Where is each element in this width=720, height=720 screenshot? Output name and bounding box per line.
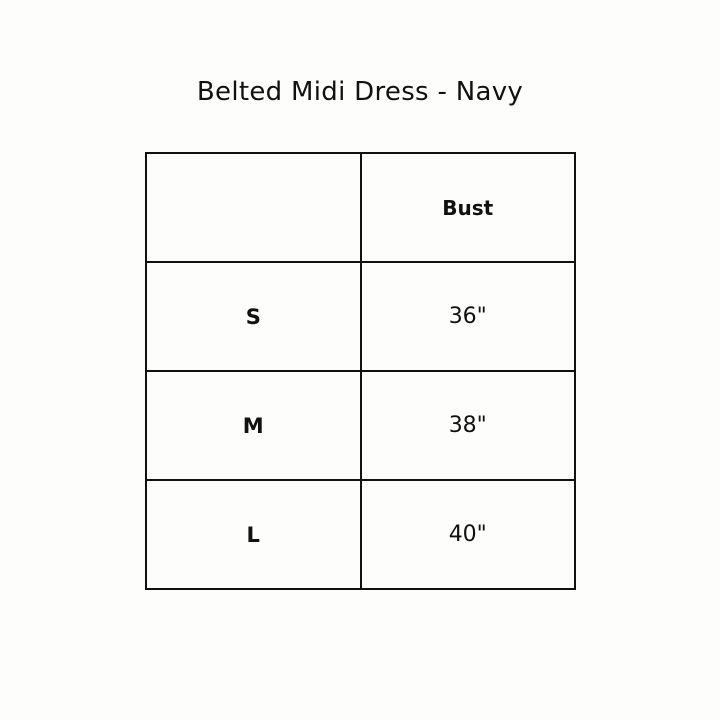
- size-label: L: [146, 480, 361, 589]
- bust-value: 40": [361, 480, 576, 589]
- table-header-row: [146, 153, 575, 262]
- bust-header: Bust: [361, 153, 576, 262]
- size-label: M: [146, 371, 361, 480]
- page-title: Belted Midi Dress - Navy: [196, 77, 524, 107]
- table-row: [146, 262, 575, 371]
- corner-cell: [146, 153, 361, 262]
- table-row: [146, 480, 575, 589]
- bust-value: 38": [361, 371, 576, 480]
- size-chart-table: [145, 152, 576, 590]
- bust-value: 36": [361, 262, 576, 371]
- table-row: [146, 371, 575, 480]
- size-label: S: [146, 262, 361, 371]
